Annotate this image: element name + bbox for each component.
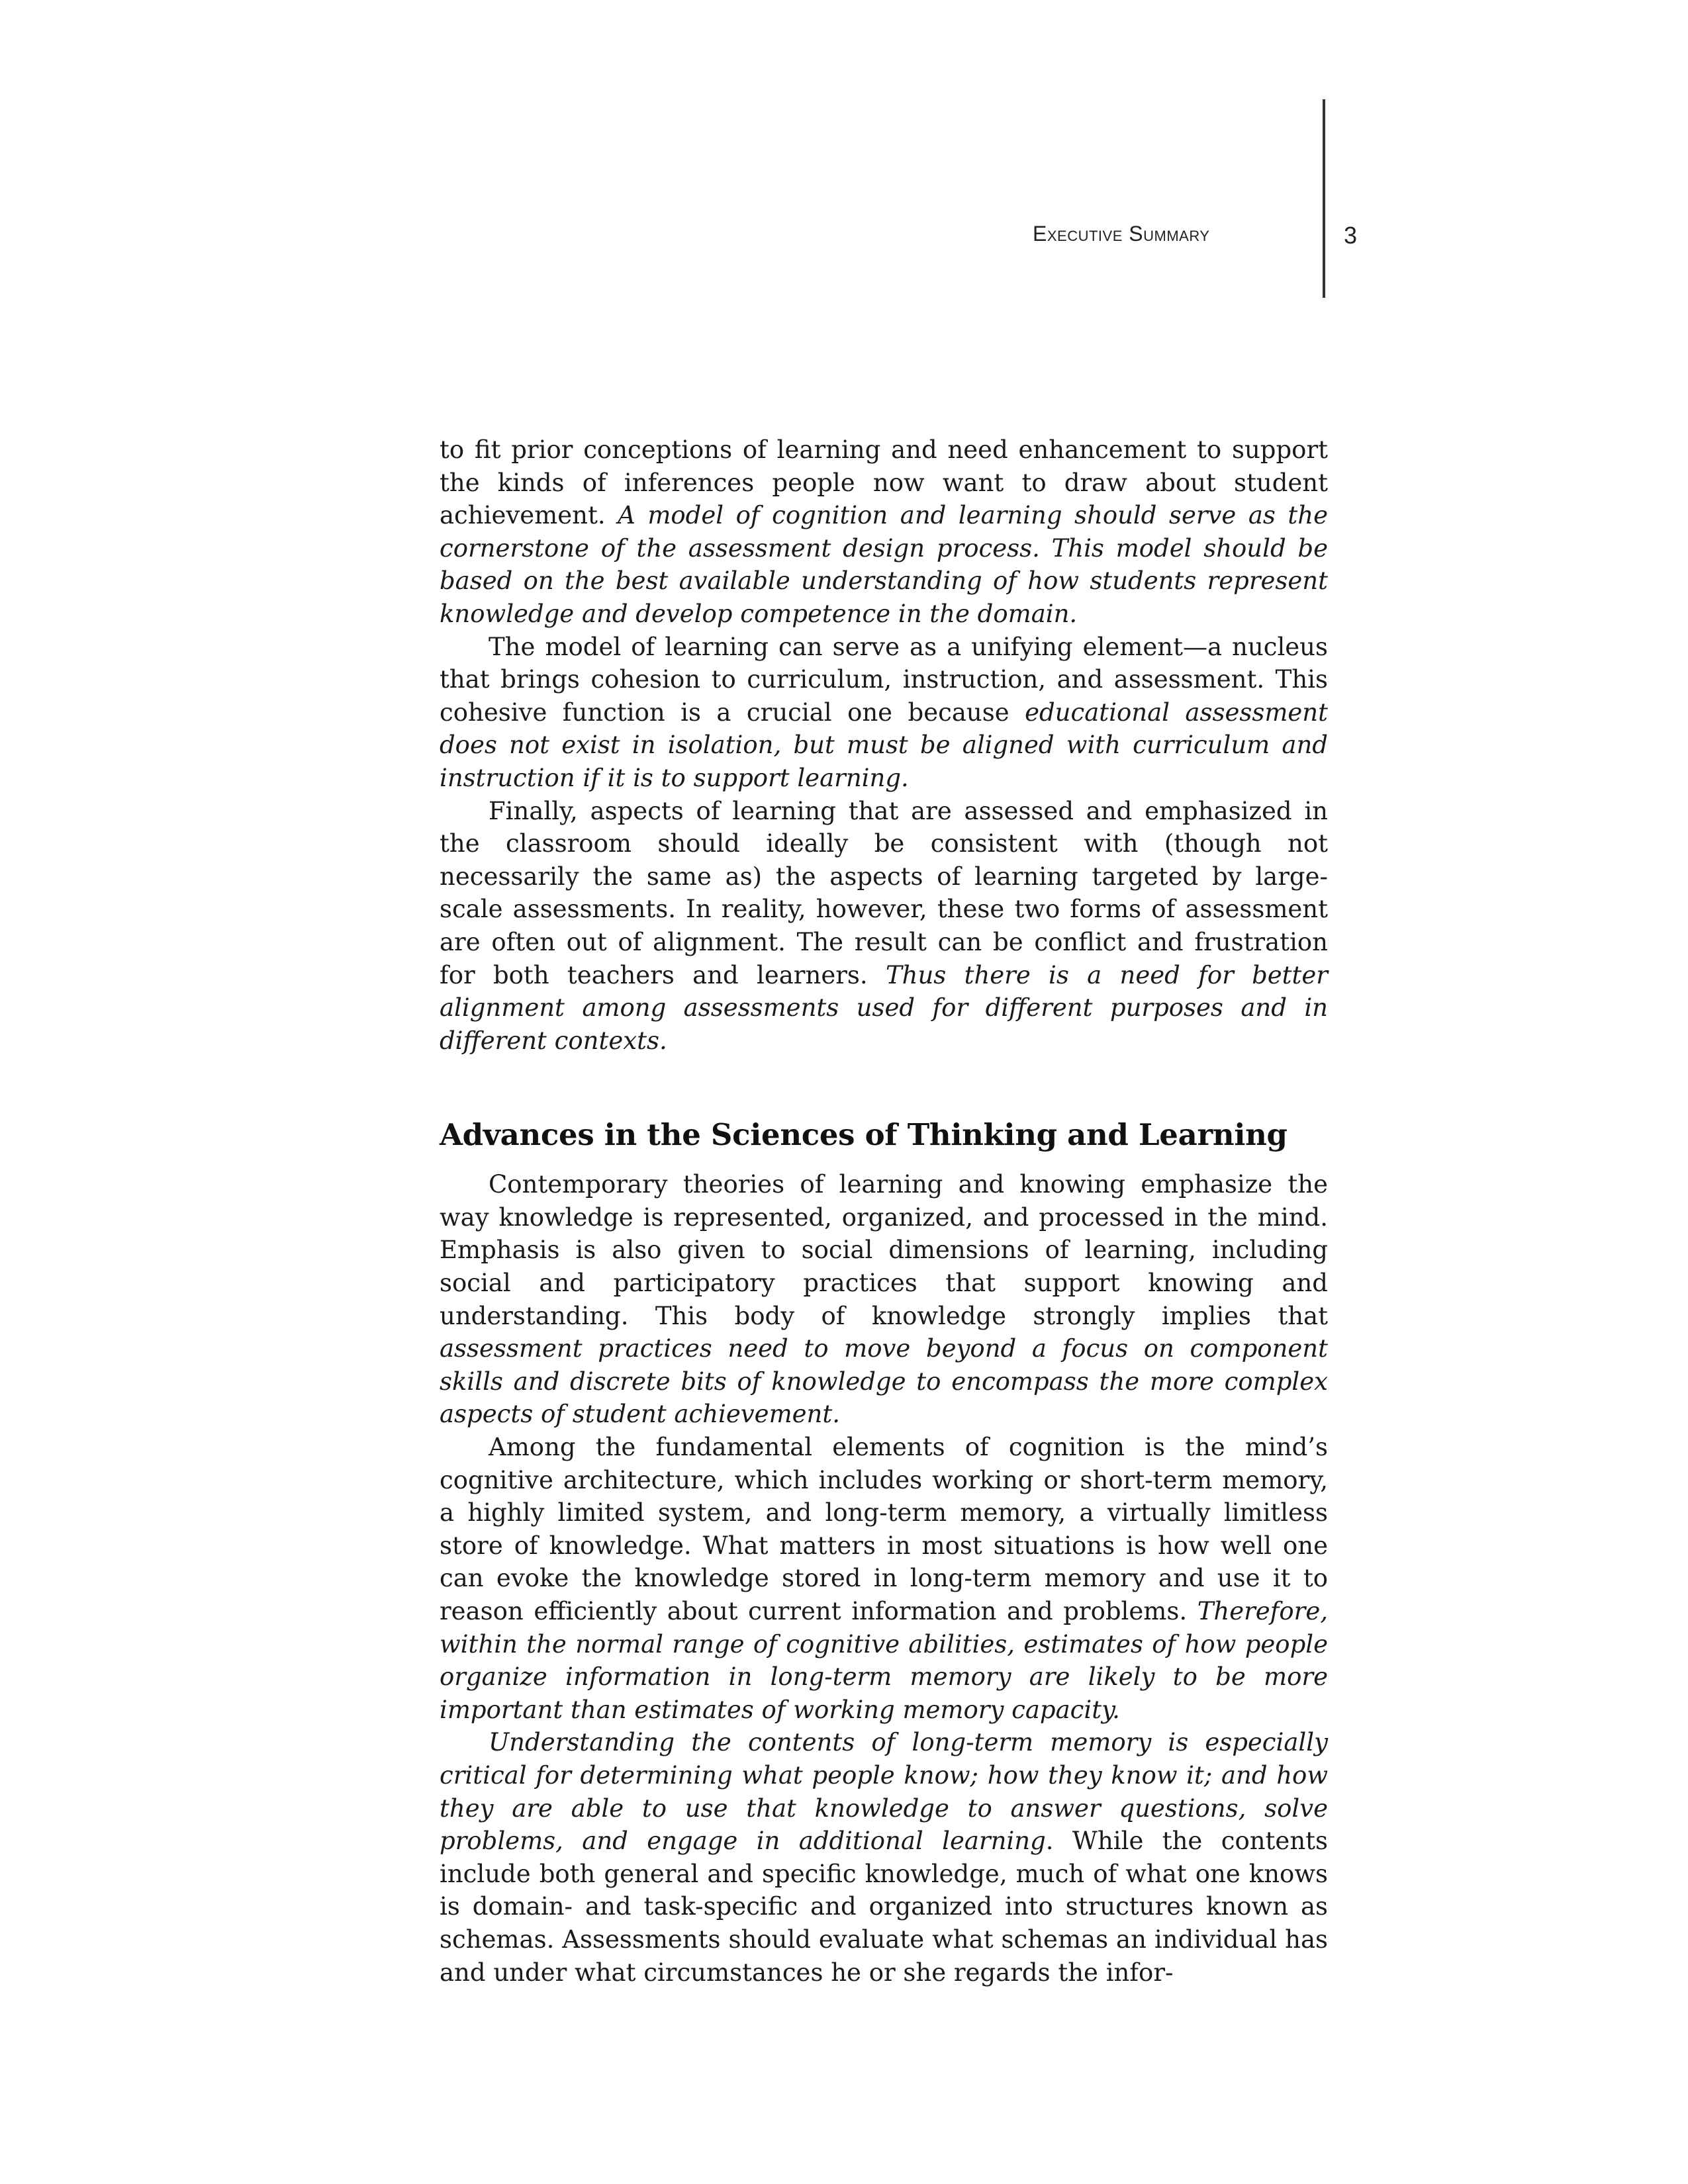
- paragraph-italic-text: Therefore, within the normal range of cognitive abilities, estimates of how people organize information in long-term memory are likely to be more important than estimates of working memory capacity.: [440, 1597, 1328, 1724]
- paragraph-continuation: [440, 433, 1328, 631]
- paragraph-italic-text: Thus there is a need for better alignment among assessments used for different purposes and in different contexts.: [440, 960, 1328, 1055]
- paragraph-italic-text: assessment practices need to move beyond a focus on component skills and discrete bits of knowledge to encompass the more complex aspects of student achievement.: [440, 1334, 1328, 1429]
- page-number: 3: [1344, 222, 1358, 249]
- paragraph-text: . While the contents include both general and specific knowledge, much of what one knows is domain- and task-specific and organized into structures known as schemas. Assessments should evaluate what schemas an individual has and under what circumstances he or she regards the infor-: [440, 1827, 1328, 1987]
- paragraph: [440, 1726, 1328, 1989]
- paragraph: [440, 1168, 1328, 1431]
- running-header-title: Executive Summary: [1033, 222, 1210, 246]
- paragraph-text: Finally, aspects of learning that are assessed and emphasized in the classroom should ideally be consistent with (though not necessarily the same as) the aspects of learning targeted by large-scale assessments. In reality, however, these two forms of assessment are often out of alignment. The result can be conflict and frustration for both teachers and learners.: [440, 796, 1328, 989]
- paragraph: [440, 631, 1328, 795]
- paragraph-italic-text: educational assessment does not exist in isolation, but must be aligned with curriculum and instruction if it is to support learning.: [440, 698, 1328, 792]
- paragraph-text: The model of learning can serve as a unifying element—a nucleus that brings cohesion to curriculum, instruction, and assessment. This cohesive function is a crucial one because: [440, 632, 1328, 727]
- paragraph: [440, 795, 1328, 1058]
- paragraph-italic-text: Understanding the contents of long-term memory is especially critical for determining what people know; how they know it; and how they are able to use that knowledge to answer questions, solve problems, and engage in additional learning: [440, 1728, 1328, 1856]
- section-heading: Advances in the Sciences of Thinking and Learning: [440, 1117, 1288, 1153]
- paragraph-text: Among the fundamental elements of cognition is the mind’s cognitive architecture, which includes working or short-term memory, a highly limited system, and long-term memory, a virtually limitless store of knowledge. What matters in most situations is how well one can evoke the knowledge stored in long-term memory and use it to reason efficiently about current information and problems.: [440, 1433, 1328, 1625]
- paragraph-text: to fit prior conceptions of learning and need enhancement to support the kinds of inferences people now want to draw about student achievement.: [440, 435, 1328, 530]
- paragraph: [440, 1431, 1328, 1726]
- paragraph-italic-text: A model of cognition and learning should serve as the cornerstone of the assessment design process. This model should be based on the best available understanding of how students represent knowledge and develop competence in the domain.: [440, 501, 1328, 628]
- paragraph-text: Contemporary theories of learning and knowing emphasize the way knowledge is represented, organized, and processed in the mind. Emphasis is also given to social dimensions of learning, including social and participatory practices that support knowing and understanding. This body of knowledge strongly implies that: [440, 1170, 1328, 1330]
- header-vertical-rule: [1323, 99, 1325, 298]
- body-column: [440, 433, 1328, 1989]
